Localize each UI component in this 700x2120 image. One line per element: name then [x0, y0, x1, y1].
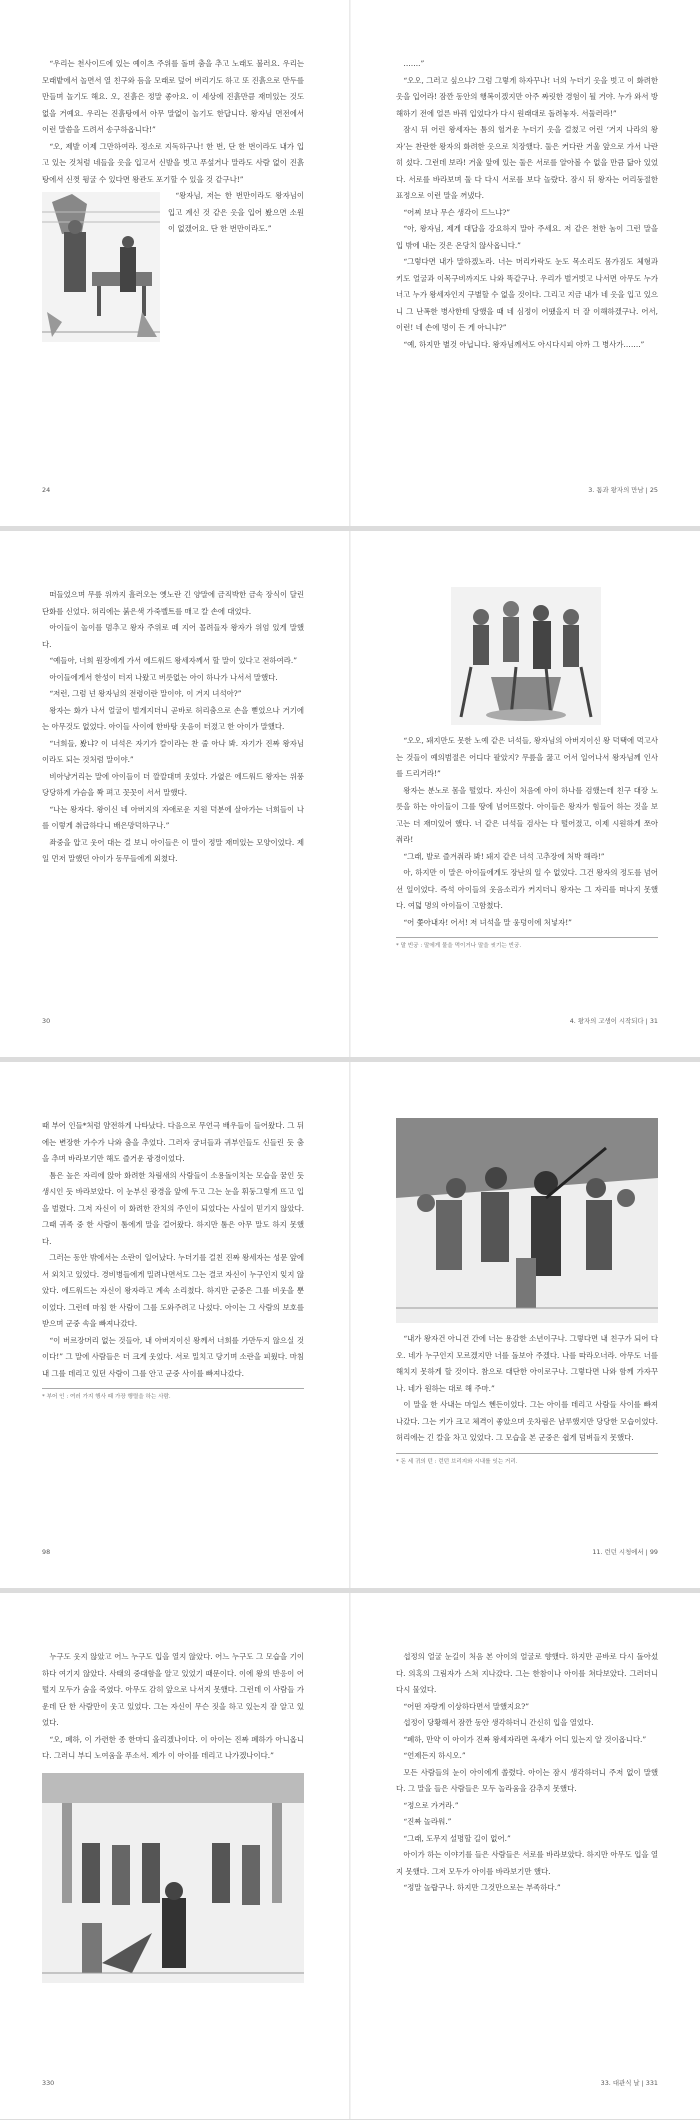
- page-331: [396, 1649, 658, 1897]
- paragraph: “언제든지 하시오.”: [403, 1751, 466, 1760]
- folio: 330: [42, 2079, 55, 2087]
- paragraph: “우리는 천사이드에 있는 예이츠 주위를 돌며 춤을 추고 노래도 불러요. 우리는 모래밭에서 놀면서 열 친구와 듬을 모래로 덮어 버리기도 하고 또 진흙으로 만두를 만들며 놀기도 해요. 오, 진흙은 정말 좋아요. 이 세상에 진흙만큼 재미있는 것도 없을 거예요. 우리는 진흙탕에서 아무 말없이 놀기도 한답니다. 왕자님 면전에서 이런 말씀을 드려서 송구하옵니다!”: [42, 59, 304, 134]
- paragraph: 잠시 뒤 어린 왕세자는 톰의 헐거운 누더기 옷을 걸쳤고 어린 ‘거지 나라의 왕자’는 찬란한 왕자의 화려한 옷으로 치장했다. 둘은 커다란 거울 앞으로 가서 나란히 섰다. 그런데 보라! 거울 앞에 있는 둘은 서로를 알아볼 수 없을 만큼 닮아 있었다. 서로를 바라보며 둘 다 다시 서로를 보다 놀랐다. 잠시 뒤 왕자는 어리둥절한 표정으로 이런 말을 꺼냈다.: [396, 125, 658, 200]
- paragraph: 누구도 웃지 않았고 어느 누구도 입을 열지 않았다. 어느 누구도 그 모습을 기이하다 여기지 않았다. 사태의 중대함을 알고 있었기 때문이다. 이에 왕의 반응이 어떨지 모두가 숨을 죽였다. 아무도 감히 앞으로 나서지 못했다. 그런데 이 사람들 가운데 단 한 사람만이 웃고 있었다. 그는 자신이 무슨 짓을 하고 있는지 잘 알고 있었다.: [42, 1652, 304, 1727]
- book-spread-4: [0, 1593, 700, 2119]
- paragraph: “너희들, 봤냐? 이 녀석은 자기가 칼이라는 찬 줄 아나 봐. 자기가 진짜 왕자님이라도 되는 것처럼 말이야.”: [42, 738, 304, 764]
- paragraph: “예들아, 너희 원장에게 가서 에드워드 왕세자께서 할 말이 있다고 전하여라.”: [49, 656, 297, 665]
- paragraph: “정말 놀랍구나. 하지만 그것만으로는 부족하다.”: [403, 1883, 561, 1892]
- paragraph: 아이들에게서 한성이 터져 나왔고 버릇없는 아이 하나가 나서서 말했다.: [49, 672, 278, 682]
- paragraph: …….”: [403, 59, 425, 68]
- page-25: [396, 56, 658, 353]
- footnote: * 돈 세 귀의 턴 : 런던 브리지와 시내를 잇는 거리.: [396, 1453, 658, 1465]
- book-spread-2: [0, 531, 700, 1057]
- paragraph: 왕자는 화가 나서 얼굴이 벌게지더니 곧바로 허리춤으로 손을 뻗었으나 거기에는 아무것도 없었다. 아이들 사이에 한바탕 웃음이 터졌고 한 아이가 말했다.: [42, 705, 304, 731]
- folio: 30: [42, 1017, 51, 1025]
- page-gutter: [349, 0, 351, 526]
- paragraph: “그래, 도무지 설명할 길이 없어.”: [403, 1833, 511, 1843]
- paragraph: “저런, 그럼 넌 왕자님의 전령이란 말이야, 이 거지 녀석아?”: [49, 689, 242, 698]
- paragraph: 섭정의 얼굴 눈길이 처음 본 아이의 얼굴로 향했다. 하지만 곧바로 다시 돌아섰다. 의혹의 그림자가 스쳐 지나갔다. 그는 한참이나 아이를 쳐다보았다. 그러더니 다시 물었다.: [396, 1652, 658, 1694]
- paragraph: 아이들이 놀이를 멈추고 왕자 주위로 떼 지어 몰려들자 왕자가 위엄 있게 말했다.: [42, 623, 304, 649]
- page-gutter: [349, 1062, 351, 1588]
- paragraph: 톰은 높은 자리에 앉아 화려한 차림새의 사람들이 소용돌이치는 모습을 꿈인 듯 생시인 듯 바라보았다. 이 눈부신 광경을 앞에 두고 그는 눈을 휘둥그렇게 뜨고 입을 벌렸다. 그저 자신이 이 화려한 잔치의 주인이 되었다는 사실이 믿기지 않았다. 그때 귀족 중 한 사람이 톰에게 말을 걸어왔다. 하지만 톰은 아무 말도 하지 못했다.: [42, 1170, 304, 1246]
- paragraph: “그렇다면 내가 말하겠노라. 너는 머리카락도 눈도 목소리도 몸가짐도 체형과 키도 얼굴과 이목구비까지도 나와 똑같구나. 우리가 벌거벗고 나서면 아무도 누가 너고 누가 왕세자인지 구별할 수 없을 것이다. 그리고 지금 내가 네 옷을 입고 있으니 그 난폭한 병사한테 당했을 때 네 심정이 어땠을지 더 잘 이해하겠구나. 어서, 이런! 네 손에 멍이 든 게 아니냐?”: [396, 257, 658, 332]
- paragraph: “오, 제발 이제 그만하여라. 정소로 지독하구나! 한 번, 단 한 번이라도 내가 입고 있는 것처럼 네들을 옷을 입고서 신발을 벗고 푸섶거나 말라도 사람 없이 진흙탕에서 신껏 뒹굴 수 있다면 왕관도 포기할 수 있을 것 같구나!”: [42, 141, 304, 184]
- book-spread-1: [0, 0, 700, 526]
- paragraph: 떠들었으며 무릎 위까지 흘러오는 옛노란 긴 양말에 금직박한 금속 장식이 달린 단화를 신었다. 허리에는 붉은색 가죽벨트를 매고 칼 손에 대었다.: [42, 590, 304, 616]
- folio: 331: [645, 2079, 658, 2087]
- book-spread-3: [0, 1062, 700, 1588]
- paragraph: “어 쫓아내자! 어서! 저 녀석을 말 웅덩이에 처넣자!”: [403, 917, 572, 927]
- paragraph: “오오, 그러고 싶으냐? 그럼 그렇게 하자꾸나! 너의 누더기 옷을 벗고 이 화려한 옷을 입어라! 잠깐 동안의 행복이겠지만 아주 짜릿한 경험이 될 거야. 누가 와서 방해하기 전에 얼른 바꿔 입었다가 다시 원래대로 돌려놓자. 서둘러라!”: [396, 75, 658, 118]
- folio: 24: [42, 486, 51, 494]
- paragraph: “진짜 놀라워.”: [403, 1817, 452, 1826]
- paragraph: “왕자님, 저는 한 번만이라도 왕자님이 입고 계신 것 같은 옷을 입어 봤으면 소원이 없겠어요. 단 한 번만이라도.”: [168, 191, 304, 233]
- paragraph: “정으로 가거라.”: [403, 1800, 459, 1810]
- illustration-boys-fighting: [451, 587, 601, 725]
- folio: 98: [42, 1548, 51, 1556]
- paragraph: “나는 왕자다. 왕이신 네 아버지의 자애로운 지원 덕분에 살아가는 너희들이 나를 이렇게 취급하다니 배은망덕하구나.”: [42, 804, 304, 830]
- paragraph: “그래, 발로 즐겨줘라 봐! 돼지 같은 녀석 고추장에 처박 해라!”: [403, 851, 605, 861]
- folio: 99: [649, 1548, 658, 1556]
- page-330: [42, 1649, 304, 1983]
- page-99: [396, 1118, 658, 1465]
- page-31: [396, 587, 658, 949]
- paragraph: 섭정이 당황해서 잠깐 동안 생각하더니 간신히 입을 열었다.: [403, 1718, 594, 1727]
- page-gutter: [349, 1593, 351, 2119]
- paragraph: 이 말을 한 사내는 마일스 헨든이었다. 그는 아이를 데리고 사람들 사이를 빠져나갔다. 그는 키가 크고 체격이 좋았으며 옷차림은 남루했지만 당당한 모습이었다. 허리에는 긴 칼을 차고 있었다. 그 모습을 본 군중은 쉽게 덤벼들지 못했다.: [396, 1400, 658, 1442]
- paragraph: “어찌 보나 무슨 생각이 드느냐?”: [403, 207, 510, 217]
- running-head: 33. 대관식 날: [600, 2079, 640, 2087]
- running-head: 4. 왕자의 고생이 시작되다: [569, 1017, 644, 1025]
- paragraph: “오, 폐하, 이 가련한 종 한마디 올리겠나이다. 이 아이는 진짜 폐하가 아니옵니다. 그러니 부디 노여움을 푸소서. 제가 이 아이를 데리고 나가겠나이다.”: [42, 1734, 304, 1760]
- running-footer: 11. 런던 시청에서 | 99: [592, 1548, 658, 1556]
- illustration-coronation-hall: [42, 1773, 304, 1983]
- paragraph: “오오, 돼지만도 못한 노예 같은 녀석들, 왕자님의 아버지이신 왕 덕택에 먹고사는 것들이 예의범절은 어디다 팔았지? 무릎을 꿇고 어서 일어나서 왕자님께 인사를 드리거라!”: [396, 736, 658, 778]
- paragraph: 아이가 하는 이야기를 들은 사람들은 서로를 바라보았다. 하지만 아무도 입을 열지 못했다. 그저 모두가 아이를 바라보기만 했다.: [396, 1850, 658, 1876]
- paragraph: 비아냥거리는 말에 아이들이 더 깔깔대며 웃었다. 가엾은 에드워드 왕자는 위풍당당하게 가슴을 쫙 펴고 꼿꼿이 서서 말했다.: [42, 771, 304, 797]
- footnote: * 부어 인 : 여러 가지 행사 때 가장 행렬을 하는 사람.: [42, 1388, 304, 1400]
- illustration-crowd-swordsman: [396, 1118, 658, 1323]
- footnote: * 말 빈궁 : 말에게 물을 먹이거나 말을 씻기는 빈궁.: [396, 937, 658, 949]
- paragraph: “폐하, 만약 이 아이가 진짜 왕세자라면 옥새가 어디 있는지 알 것이옵니다.”: [403, 1734, 647, 1744]
- paragraph: “이 버르장머리 없는 것들아, 내 아버지이신 왕께서 너희를 가만두지 않으실 것이다!” 그 말에 사람들은 더 크게 웃었다. 서로 밀치고 당기며 소란을 피웠다. 마침내 그를 데리고 있던 사람이 그를 안고 군중 사이를 빠져나갔다.: [42, 1335, 304, 1378]
- paragraph: 모든 사람들의 눈이 아이에게 쏠렸다. 아이는 잠시 생각하더니 주저 없이 말했다. 그 말을 들은 사람들은 모두 놀라움을 감추지 못했다.: [396, 1767, 658, 1793]
- page-30: [42, 587, 304, 868]
- running-head: 3. 톰과 왕자의 만남: [588, 486, 644, 494]
- paragraph: “어떤 자랑게 이상하다면서 말했지요?”: [403, 1701, 530, 1711]
- running-footer: 3. 톰과 왕자의 만남 | 25: [588, 486, 658, 494]
- page-98: [42, 1118, 304, 1400]
- paragraph: “아, 왕자님, 제게 대답을 강요하지 말아 주세요. 저 같은 천한 놈이 그런 말을 입 밖에 내는 것은 온당치 않사옵니다.”: [396, 224, 658, 250]
- paragraph: “내가 왕자건 아니건 간에 너는 용감한 소년이구나. 그렇다면 내 친구가 되어 다오. 네가 누구인지 모르겠지만 너를 돌보아 주겠다. 나를 따라오너라. 아무도 너를 해치지 못하게 할 것이다. 참으로 대단한 아이로구나. 그렇다면 나와 함께 가자꾸나. 네가 원하는 대로 해 주마.”: [396, 1334, 658, 1393]
- paragraph: 그러는 동안 밖에서는 소란이 일어났다. 누더기를 걸친 진짜 왕세자는 성문 앞에서 외치고 있었다. 경비병들에게 밀려나면서도 그는 결코 자신이 누구인지 잊지 않았다. 에드워드는 자신이 왕자라고 계속 소리쳤다. 하지만 군중은 그를 비웃을 뿐이었다. 그런데 마침 한 사람이 그를 도와주려고 나섰다. 아이는 그 사람의 보호를 받으며 군중 속을 빠져나갔다.: [42, 1253, 304, 1328]
- page-24: [42, 56, 304, 342]
- running-footer: 33. 대관식 날 | 331: [600, 2079, 658, 2087]
- paragraph: 때 부어 인들*처럼 얌전하게 나타났다. 다음으로 무언극 배우들이 들어왔다. 그 뒤에는 변장한 가수가 나와 춤을 추었다. 그러자 궁녀들과 귀부인들도 신들린 듯 춤을 추며 바라보기만 해도 즐거운 광경이었다.: [42, 1121, 304, 1163]
- paragraph: 좌중을 압고 웃어 대는 걸 보니 아이들은 이 말이 정말 재미있는 모양이었다. 제일 먼저 말했던 아이가 동무들에게 외쳤다.: [42, 837, 304, 863]
- folio: 25: [649, 486, 658, 494]
- paragraph: 아, 하지만 이 말은 아이들에게도 장난의 일 수 없었다. 그건 왕자의 정도를 넘어선 일이었다. 즉석 아이들의 웃음소리가 커지더니 왕자는 그 자리를 떠나지 못했다. 여덟 명의 아이들이 고함쳤다.: [396, 868, 658, 910]
- page-gutter: [349, 531, 351, 1057]
- folio: 31: [649, 1017, 658, 1025]
- paragraph: “예, 하지만 별것 아닙니다. 왕자님께서도 아시다시피 아까 그 병사가…….”: [403, 339, 645, 349]
- paragraph: 왕자는 분노로 몸을 떨었다. 자신이 처음에 아이 하나를 검했는데 친구 대장 노릇을 하는 아이들이 그를 땅에 넘어뜨렸다. 아이들은 왕자가 힘들어 하는 것을 보고는 더 재미있어 했다. 너 같은 녀석들 검사는 다 떨어졌고, 이제 시원하게 쪼아 줘라!: [396, 785, 658, 844]
- illustration-prince-and-pauper: [42, 192, 160, 342]
- running-footer: 4. 왕자의 고생이 시작되다 | 31: [569, 1017, 658, 1025]
- running-head: 11. 런던 시청에서: [592, 1548, 644, 1556]
